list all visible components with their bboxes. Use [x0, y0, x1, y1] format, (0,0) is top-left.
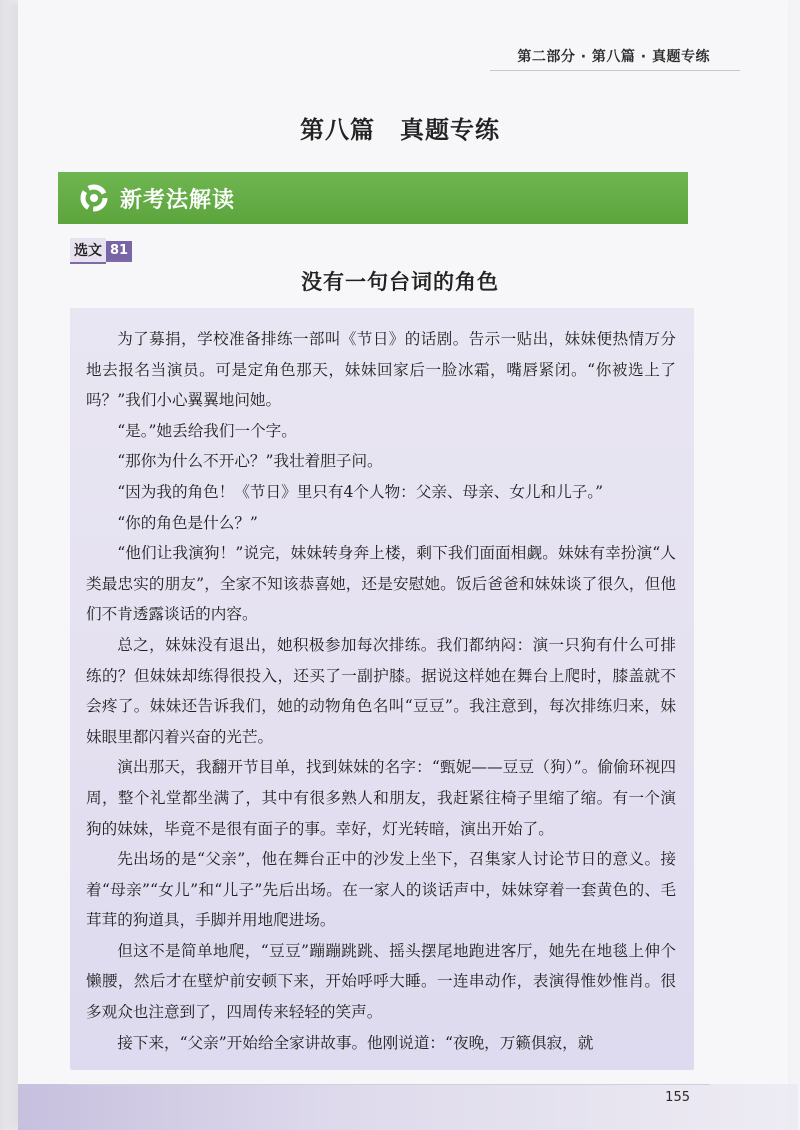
paragraph: “因为我的角色！《节日》里只有4个人物：父亲、母亲、女儿和儿子。”: [117, 482, 604, 501]
passage-tag: [70, 238, 132, 264]
paragraph: 先出场的是“父亲”，他在舞台正中的沙发上坐下，召集家人讨论节日的意义。接着“母亲”“女儿”和“儿子”先后出场。在一家人的谈话声中，妹妹穿着一套黄色的、毛茸茸的狗道具，手脚并用地爬进场。: [86, 850, 676, 930]
paragraph: 接下来，“父亲”开始给全家讲故事。他刚说道：“夜晚，万籁俱寂，就: [117, 1033, 594, 1052]
section-banner-label: 新考法解读: [120, 187, 236, 213]
passage-tag-number: 81: [106, 241, 132, 262]
paragraph: 总之，妹妹没有退出，她积极参加每次排练。我们都纳闷：演一只狗有什么可排练的？但妹妹却练得很投入，还买了一副护膝。据说这样她在舞台上爬时，膝盖就不会疼了。妹妹还告诉我们，她的动物角色名叫“豆豆”。我注意到，每次排练归来，妹妹眼里都闪着兴奋的光芒。: [86, 635, 676, 746]
footer-rule: [68, 1084, 710, 1085]
section-banner: [58, 172, 688, 224]
header-rule: [490, 70, 740, 71]
paragraph: “是。”她丢给我们一个字。: [117, 421, 297, 440]
page-number: 155: [665, 1090, 690, 1105]
paragraph: 为了募捐，学校准备排练一部叫《节日》的话剧。告示一贴出，妹妹便热情万分地去报名当演员。可是定角色那天，妹妹回家后一脸冰霜，嘴唇紧闭。“你被选上了吗？”我们小心翼翼地问她。: [86, 330, 676, 410]
passage-tag-word: 选文: [70, 238, 106, 264]
paragraph: 演出那天，我翻开节目单，找到妹妹的名字：“甄妮——豆豆（狗）”。偷偷环视四周，整个礼堂都坐满了，其中有很多熟人和朋友，我赶紧往椅子里缩了缩。有一个演狗的妹妹，毕竟不是很有面子的事。幸好，灯光转暗，演出开始了。: [86, 758, 676, 838]
paragraph: “那你为什么不开心？”我壮着胆子问。: [117, 452, 383, 471]
running-head: 第二部分 · 第八篇 · 真题专练: [517, 49, 710, 65]
article-title: 没有一句台词的角色: [301, 269, 499, 294]
page-binding-edge: [0, 0, 18, 1130]
paragraph: 但这不是简单地爬，“豆豆”蹦蹦跳跳、摇头摆尾地跑进客厅，她先在地毯上伸个懒腰，然后才在壁炉前安顿下来，开始呼呼大睡。一连串动作，表演得惟妙惟肖。很多观众也注意到了，四周传来轻轻的笑声。: [86, 941, 676, 1022]
paragraph: “他们让我演狗！”说完，妹妹转身奔上楼，剩下我们面面相觑。妹妹有幸扮演“人类最忠实的朋友”，全家不知该恭喜她，还是安慰她。饭后爸爸和妹妹谈了很久，但他们不肯透露谈话的内容。: [86, 544, 676, 624]
paragraph: “你的角色是什么？”: [117, 513, 258, 532]
passage-body: [86, 324, 676, 1058]
chapter-title: 第八篇 真题专练: [300, 115, 500, 144]
recycle-ring-icon: [80, 184, 108, 212]
